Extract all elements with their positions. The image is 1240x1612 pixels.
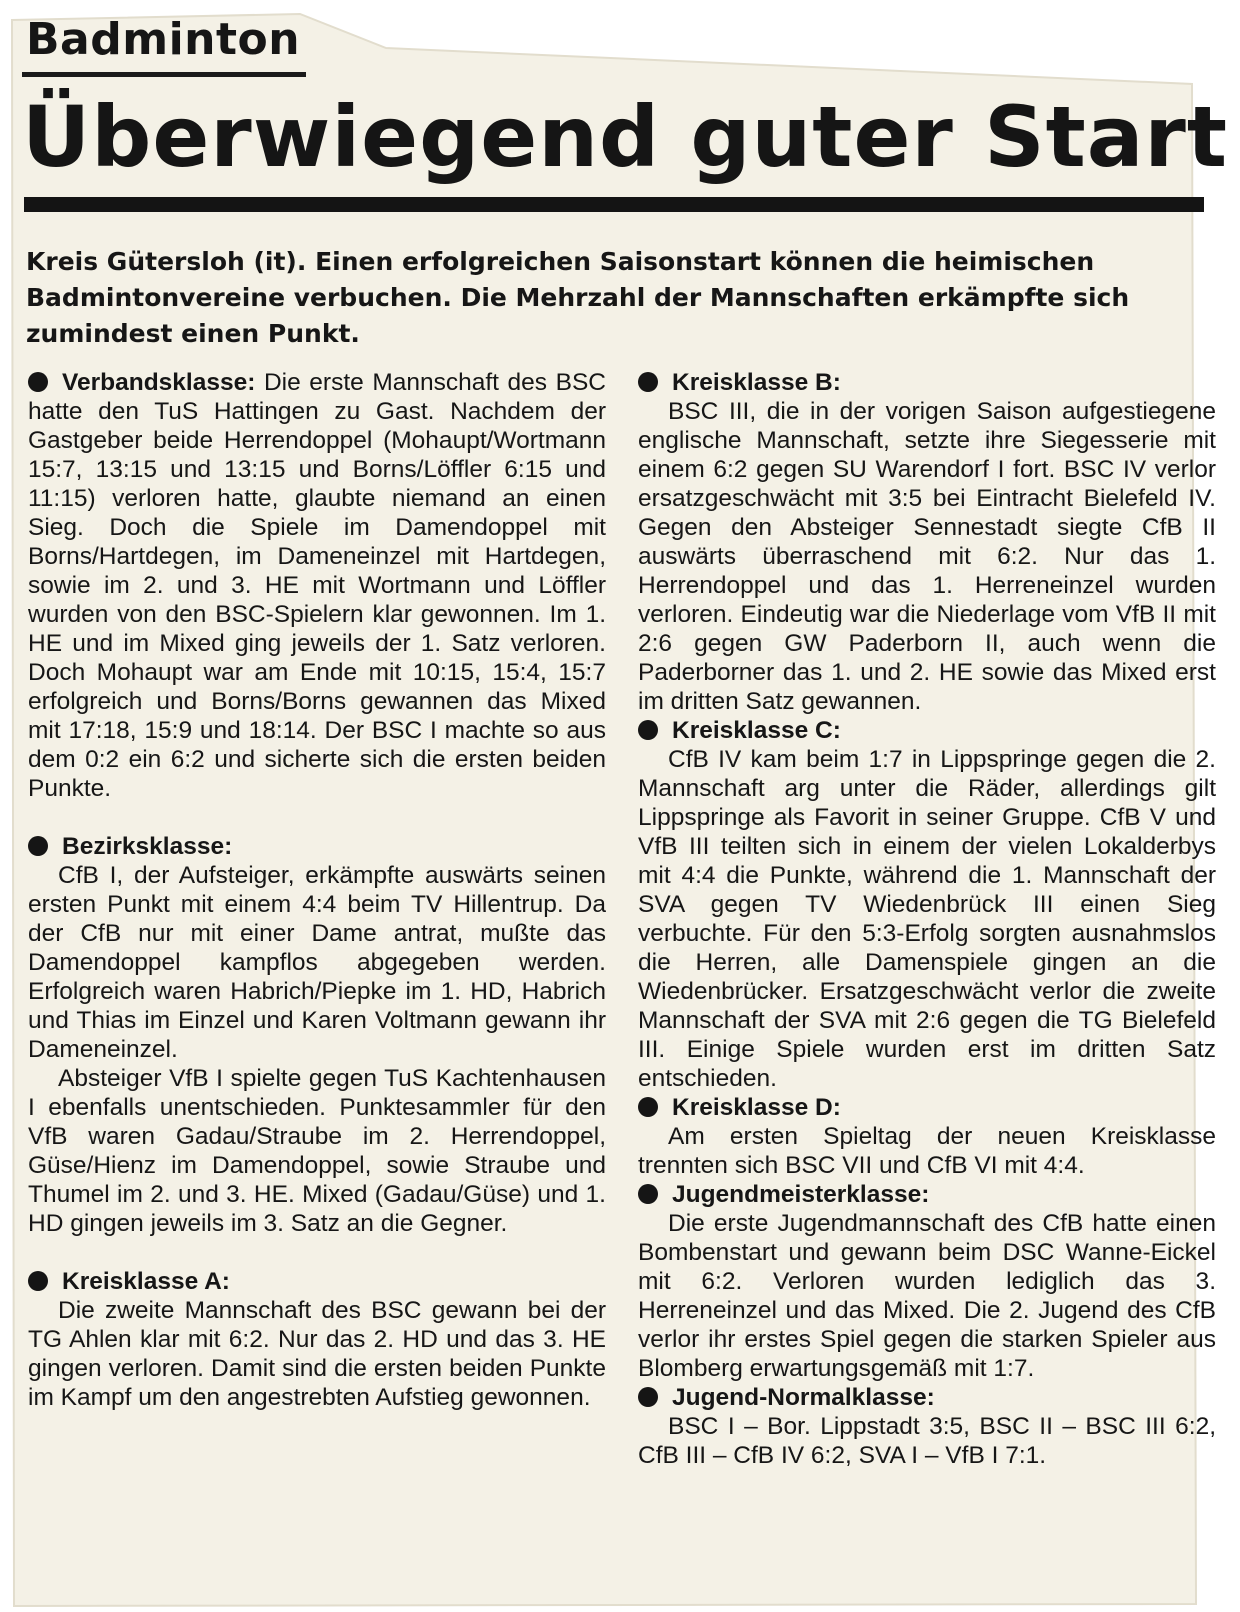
article-section [638, 1180, 1216, 1383]
paragraph-text: CfB IV kam beim 1:7 in Lippspringe gegen die 2. Mannschaft arg unter die Räder, allerdings gilt Lippspringe als Favorit in seiner Gruppe. CfB V und VfB III teilten sich in einem der vielen Lokalderbys mit 4:4 die Punkte, während die 1. Mannschaft der SVA gegen TV Wiedenbrück III einen Sieg verbuchte. Für den 5:3-Erfolg sorgten ausnahmslos die Herren, alle Damenspiele gingen an die Wiedenbrücker. Ersatzgeschwächt verlor die zweite Mannschaft der SVA mit 2:6 gegen die TG Bielefeld III. Einige Spiele wurden erst im dritten Satz entschieden. [638, 746, 1216, 1092]
paragraph-text: Am ersten Spieltag der neuen Kreisklasse trennten sich BSC VII und CfB VI mit 4:4. [638, 1123, 1216, 1179]
section-paragraph [638, 1383, 1216, 1470]
paragraph-text: BSC III, die in der vorigen Saison aufgestiegene englische Mannschaft, setzte ihre Siegesserie mit einem 6:2 gegen SU Warendorf I fort. BSC IV verlor ersatzgeschwächt mit 3:5 bei Eintracht Bielefeld IV. Gegen den Absteiger Sennestadt siegte CfB II auswärts überraschend mit 6:2. Nur das 1. Herrendoppel und das 1. Herreneinzel wurden verloren. Eindeutig war die Niederlage vom VfB II mit 2:6 gegen GW Paderborn II, auch wenn die Paderborner das 1. und 2. HE sowie das Mixed erst im dritten Satz gewannen. [638, 398, 1216, 715]
right-column [638, 368, 1216, 1470]
bullet-icon [638, 372, 658, 392]
article-section [638, 716, 1216, 1093]
section-heading: Jugend-Normalklasse: [672, 1384, 935, 1411]
left-column [28, 368, 606, 1412]
bullet-icon [638, 1097, 658, 1117]
paragraph-text: BSC I – Bor. Lippstadt 3:5, BSC II – BSC III 6:2, CfB III – CfB IV 6:2, SVA I – VfB I 7:1. [638, 1413, 1216, 1469]
section-heading: Bezirksklasse: [62, 833, 233, 860]
article-section [28, 832, 606, 1238]
article-section [638, 1383, 1216, 1470]
kicker-underline [22, 72, 306, 77]
section-kicker: Badminton [26, 14, 301, 65]
bullet-icon [638, 1387, 658, 1407]
paragraph-text: Die erste Mannschaft des BSC hatte den TuS Hattingen zu Gast. Nachdem der Gastgeber beide Herrendoppel (Mohaupt/Wortmann 15:7, 13:15 und 13:15 und Borns/Löffler 6:15 und 11:15) verloren hatte, glaubte niemand an einen Sieg. Doch die Spiele im Damendoppel mit Borns/Hartdegen, im Dameneinzel mit Hartdegen, sowie im 2. und 3. HE mit Wortmann und Löffler wurden von den BSC-Spielern klar gewonnen. Im 1. HE und im Mixed ging jeweils der 1. Satz verloren. Doch Mohaupt war am Ende mit 10:15, 15:4, 15:7 erfolgreich und Borns/Borns gewannen das Mixed mit 17:18, 15:9 und 18:14. Der BSC I machte so aus dem 0:2 ein 6:2 und sicherte sich die ersten beiden Punkte. [28, 369, 606, 802]
paragraph-text: Die zweite Mannschaft des BSC gewann bei der TG Ahlen klar mit 6:2. Nur das 2. HD und das 3. HE gingen verloren. Damit sind die ersten beiden Punkte im Kampf um den angestrebten Aufstieg gewonnen. [28, 1297, 606, 1411]
section-heading: Kreisklasse D: [672, 1094, 841, 1121]
section-gap [28, 803, 606, 832]
bullet-icon [638, 1184, 658, 1204]
lead-paragraph: Kreis Gütersloh (it). Einen erfolgreichen Saisonstart können die heimischen Badmintonvereine verbuchen. Die Mehrzahl der Mannschaften erkämpfte sich zumindest einen Punkt. [26, 247, 1130, 348]
section-heading: Kreisklasse C: [672, 717, 841, 744]
section-heading: Jugendmeisterklasse: [672, 1181, 930, 1208]
bullet-icon [28, 836, 48, 856]
section-paragraph [28, 832, 606, 1064]
headline: Überwiegend guter Start [22, 88, 1229, 186]
article-section [638, 368, 1216, 716]
section-heading: Kreisklasse A: [62, 1268, 230, 1295]
section-paragraph [28, 368, 606, 803]
section-paragraph [638, 1180, 1216, 1383]
section-paragraph [28, 1064, 606, 1238]
section-gap [28, 1238, 606, 1267]
article-section [638, 1093, 1216, 1180]
paragraph-text: CfB I, der Aufsteiger, erkämpfte auswärts seinen ersten Punkt mit einem 4:4 beim TV Hillentrup. Da der CfB nur mit einer Dame antrat, mußte das Damendoppel kampflos abgegeben werden. Erfolgreich waren Habrich/Piepke im 1. HD, Habrich und Thias im Einzel und Karen Voltmann gewann ihr Dameneinzel. [28, 862, 606, 1063]
section-paragraph [28, 1267, 606, 1412]
paragraph-text: Die erste Jugendmannschaft des CfB hatte einen Bombenstart und gewann beim DSC Wanne-Eickel mit 6:2. Verloren wurden lediglich das 3. Herreneinzel und das Mixed. Die 2. Jugend des CfB verlor ihr erstes Spiel gegen die starken Spieler aus Blomberg erwartungsgemäß mit 1:7. [638, 1210, 1216, 1382]
article-section [28, 1267, 606, 1412]
section-paragraph [638, 368, 1216, 716]
headline-rule [24, 197, 1204, 212]
bullet-icon [28, 372, 48, 392]
bullet-icon [28, 1271, 48, 1291]
paragraph-text: Absteiger VfB I spielte gegen TuS Kachtenhausen I ebenfalls unentschieden. Punktesammler für den VfB waren Gadau/Straube im 2. Herrendoppel, Güse/Hienz im Damendoppel, sowie Straube und Thumel im 2. und 3. HE. Mixed (Gadau/Güse) und 1. HD gingen jeweils im 3. Satz an die Gegner. [28, 1065, 606, 1237]
section-paragraph [638, 716, 1216, 1093]
section-heading: Kreisklasse B: [672, 369, 841, 396]
bullet-icon [638, 720, 658, 740]
section-heading: Verbandsklasse: [62, 369, 256, 396]
section-paragraph [638, 1093, 1216, 1180]
article-section [28, 368, 606, 803]
